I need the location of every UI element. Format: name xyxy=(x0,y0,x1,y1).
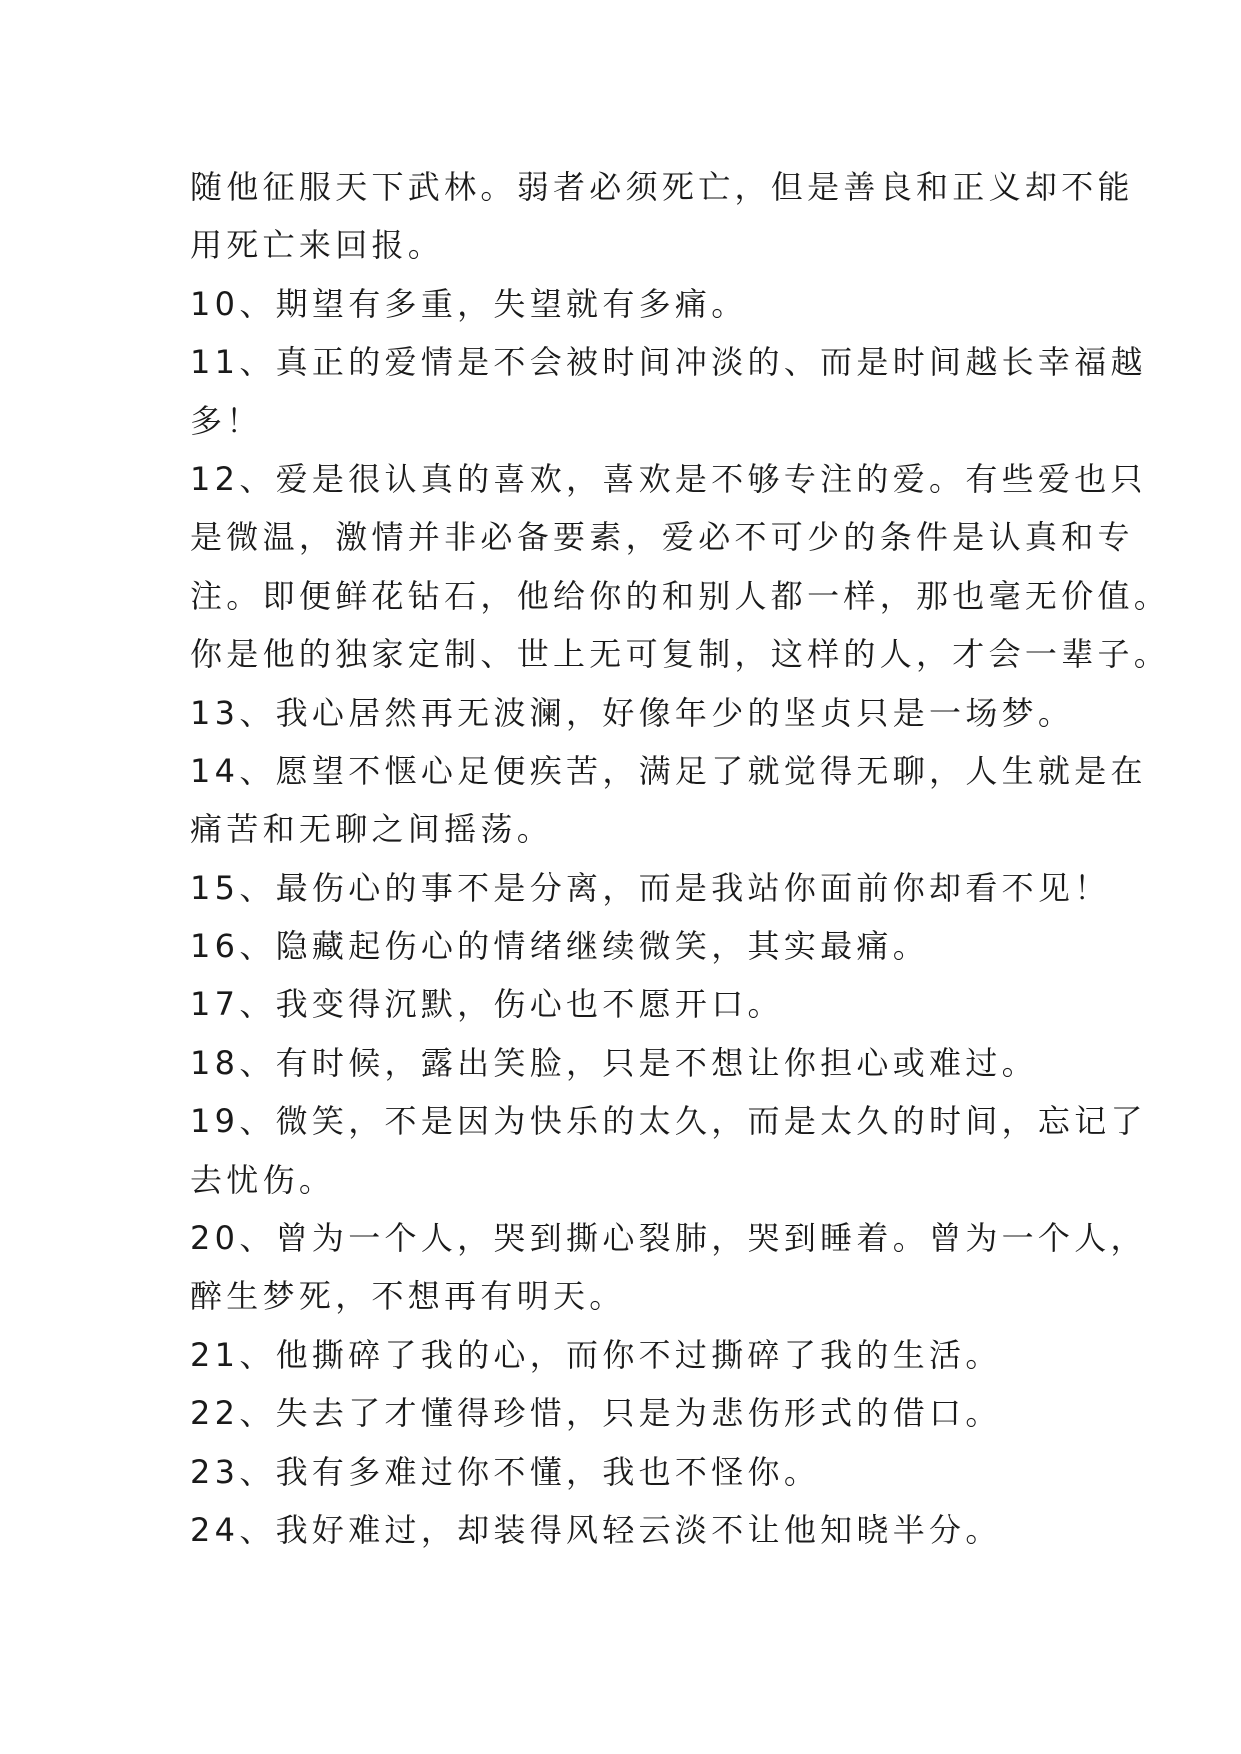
text-line: 16、隐藏起伤心的情绪继续微笑，其实最痛。 xyxy=(190,927,930,966)
text-line: 13、我心居然再无波澜，好像年少的坚贞只是一场梦。 xyxy=(190,693,1075,732)
text-line: 12、爱是很认真的喜欢，喜欢是不够专注的爱。有些爱也只 xyxy=(190,459,1147,498)
text-line: 15、最伤心的事不是分离，而是我站你面前你却看不见！ xyxy=(190,868,1111,907)
text-line: 19、微笑，不是因为快乐的太久，而是太久的时间，忘记了 xyxy=(190,1102,1147,1141)
text-line: 去忧伤。 xyxy=(190,1160,336,1199)
text-line: 21、他撕碎了我的心，而你不过撕碎了我的生活。 xyxy=(190,1335,1002,1374)
text-line: 23、我有多难过你不懂，我也不怪你。 xyxy=(190,1452,821,1491)
text-line: 20、曾为一个人，哭到撕心裂肺，哭到睡着。曾为一个人， xyxy=(190,1219,1147,1258)
text-line: 10、期望有多重，失望就有多痛。 xyxy=(190,284,748,323)
text-line: 用死亡来回报。 xyxy=(190,226,445,265)
text-line: 醉生梦死，不想再有明天。 xyxy=(190,1277,626,1316)
text-line: 11、真正的爱情是不会被时间冲淡的、而是时间越长幸福越 xyxy=(190,343,1147,382)
text-line: 痛苦和无聊之间摇荡。 xyxy=(190,810,554,849)
text-line: 随他征服天下武林。弱者必须死亡，但是善良和正义却不能 xyxy=(190,168,1134,206)
text-line: 22、失去了才懂得珍惜，只是为悲伤形式的借口。 xyxy=(190,1394,1002,1433)
text-line: 18、有时候，露出笑脸，只是不想让你担心或难过。 xyxy=(190,1043,1038,1082)
text-line: 24、我好难过，却装得风轻云淡不让他知晓半分。 xyxy=(190,1510,1002,1549)
text-line: 14、愿望不惬心足便疾苦，满足了就觉得无聊，人生就是在 xyxy=(190,751,1147,790)
document-body xyxy=(190,158,1171,1559)
text-line: 17、我变得沉默，伤心也不愿开口。 xyxy=(190,985,784,1024)
text-line: 注。即便鲜花钻石，他给你的和别人都一样，那也毫无价值。 xyxy=(190,576,1171,615)
text-line: 你是他的独家定制、世上无可复制，这样的人，才会一辈子。 xyxy=(190,635,1171,674)
text-line: 是微温，激情并非必备要素，爱必不可少的条件是认真和专 xyxy=(190,518,1134,557)
text-line: 多！ xyxy=(190,401,263,440)
